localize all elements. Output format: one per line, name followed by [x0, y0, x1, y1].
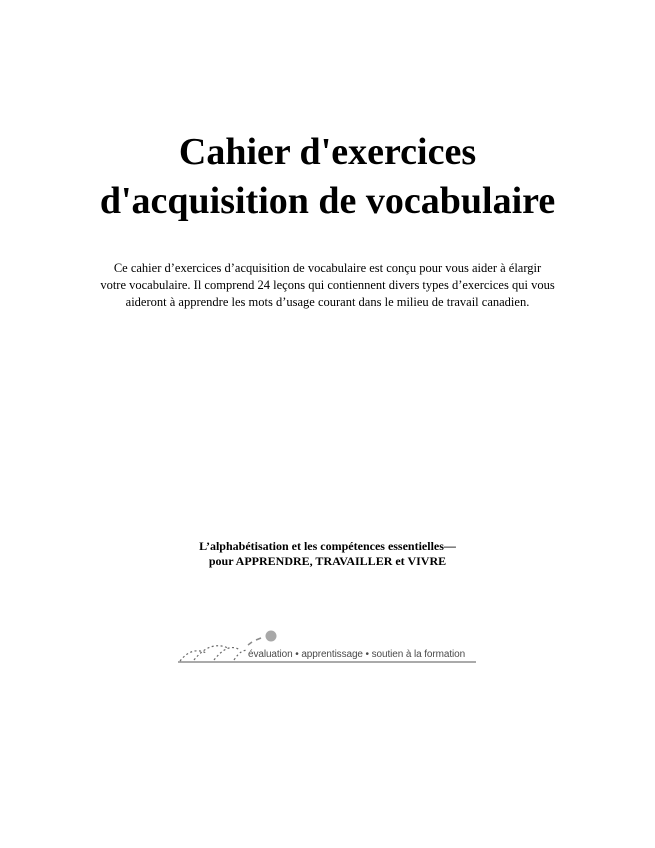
- document-title-line2: d'acquisition de vocabulaire: [99, 180, 556, 222]
- tagline-line1: L’alphabétisation et les compétences essentielles—: [199, 539, 456, 553]
- document-title-line1: Cahier d'exercices: [178, 131, 477, 173]
- intro-paragraph: Ce cahier d’exercices d’acquisition de vocabulaire est conçu pour vous aider à élargir votre vocabulaire. Il comprend 24 leçons qui contiennent divers types d’exercices qui vous aideront à apprendre les mots d’usage courant dans le milieu de travail canadien.: [100, 261, 555, 309]
- organization-logo: [176, 626, 486, 666]
- document-title: [0, 128, 655, 226]
- logo-tagline-text: évaluation • apprentissage • soutien à la formation: [248, 649, 466, 660]
- tagline: [0, 539, 655, 569]
- arc-dots-logo-icon: [176, 626, 486, 666]
- tagline-line2: pour APPRENDRE, TRAVAILLER et VIVRE: [208, 554, 447, 568]
